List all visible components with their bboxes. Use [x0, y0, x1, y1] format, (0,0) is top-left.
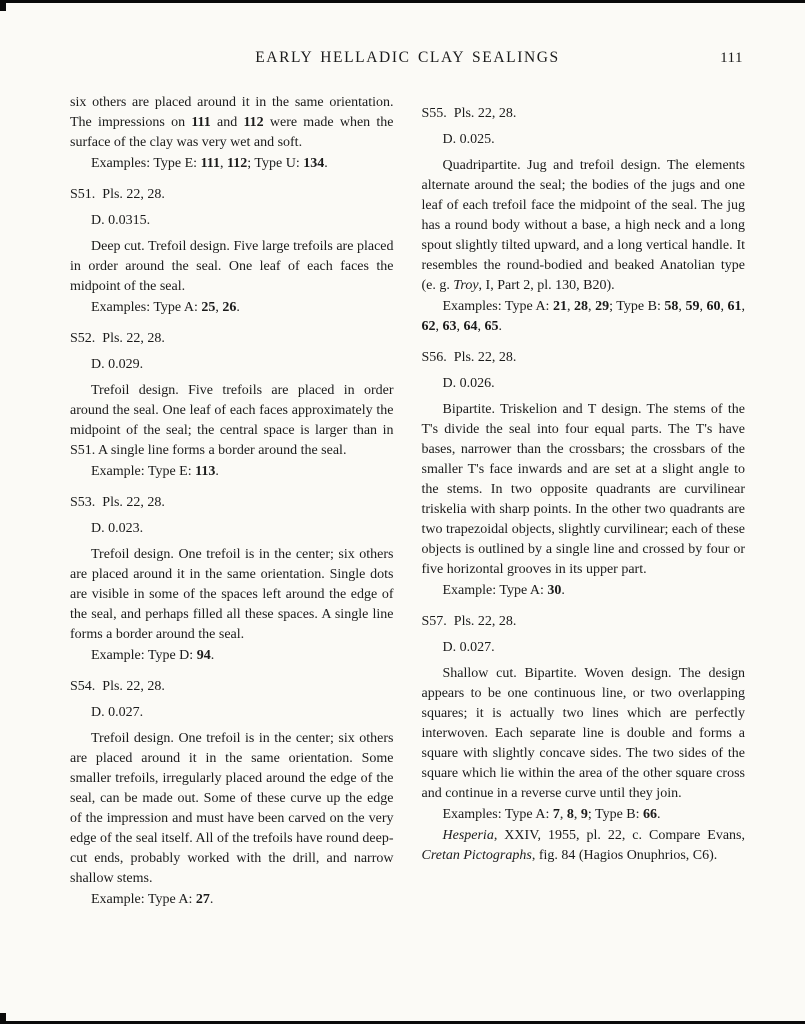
- entry-heading: S51. Pls. 22, 28.: [70, 187, 165, 202]
- entry-heading: S57. Pls. 22, 28.: [421, 614, 517, 629]
- text-columns: [0, 67, 805, 910]
- entry-body: Shallow cut. Bipartite. Woven design. The design appears to be one continuous line, or two overlapping squares; it is actually two lines which are perfectly interwoven. Each separate line is double and forms a square with slightly concave sides. The two sides of the square which lie within the area of the other square cross and continue in a reverse curve until they join.: [421, 666, 745, 801]
- page-number: 111: [720, 50, 743, 66]
- scan-mark-bottom-left: [0, 1013, 6, 1021]
- scan-mark-top-left: [0, 3, 6, 11]
- entry-body: Deep cut. Trefoil design. Five large trefoils are placed in order around the seal. One leaf of each faces the midpoint of the seal.: [70, 239, 394, 294]
- entry-examples: Example: Type E: 113.: [91, 464, 219, 479]
- entry-body: Trefoil design. Five trefoils are placed in order around the seal. One leaf of each faces approximately the midpoint of the seal; the central space is larger than in S51. A single line forms a border around the seal.: [70, 383, 394, 458]
- entry-dimension: D. 0.029.: [91, 357, 144, 372]
- entry-heading: S54. Pls. 22, 28.: [70, 679, 165, 694]
- entry-examples: Examples: Type E: 111, 112; Type U: 134.: [91, 156, 328, 171]
- entry-dimension: D. 0.023.: [91, 521, 144, 536]
- entry-body: Quadripartite. Jug and trefoil design. The elements alternate around the seal; the bodies of the jugs and one leaf of each trefoil face the midpoint of the seal. The jug has a round body without a base, a high neck and a long spout slightly tilted upward, and a long vertical handle. It resembles the round-bodied and beaked Anatolian type (e. g. Troy, I, Part 2, pl. 130, B20).: [421, 158, 745, 293]
- entry-body: Trefoil design. One trefoil is in the center; six others are placed around it in the same orientation. Single dots are visible in some of the spaces left around the edge of the seal, and perhaps filled all these spaces. A single line forms a border around the seal.: [70, 547, 394, 642]
- reference-note: Hesperia, XXIV, 1955, pl. 22, c. Compare Evans, Cretan Pictographs, fig. 84 (Hagios Onuphrios, C6).: [421, 828, 745, 863]
- entry-dimension: D. 0.0315.: [91, 213, 151, 228]
- left-column: [70, 93, 394, 910]
- entry-body: Bipartite. Triskelion and T design. The stems of the T's divide the seal into four equal parts. The T's have bases, narrower than the crossbars; the crossbars of the smaller T's face inwards and are set at a slight angle to the stems. In two opposite quadrants are curvilinear triskelia with sharp points. In the other two quadrants are two trapezoidal objects, slightly curvilinear; each of these objects is outlined by a single line and crossed by four or five horizontal grooves in its upper part.: [421, 402, 745, 577]
- entry-dimension: D. 0.025.: [442, 132, 495, 147]
- entry-examples: Example: Type D: 94.: [91, 648, 215, 663]
- entry-examples: Examples: Type A: 25, 26.: [91, 300, 240, 315]
- entry-examples: Example: Type A: 30.: [442, 583, 565, 598]
- entry-examples: Example: Type A: 27.: [91, 892, 214, 907]
- right-column: [422, 93, 746, 866]
- entry-dimension: D. 0.027.: [91, 705, 144, 720]
- entry-heading: S55. Pls. 22, 28.: [421, 106, 517, 121]
- entry-heading: S52. Pls. 22, 28.: [70, 331, 165, 346]
- entry-dimension: D. 0.026.: [442, 376, 495, 391]
- scan-edge-top: [0, 0, 805, 3]
- entry-dimension: D. 0.027.: [442, 640, 495, 655]
- entry-examples: Examples: Type A: 7, 8, 9; Type B: 66.: [442, 807, 661, 822]
- entry-body: six others are placed around it in the same orientation. The impressions on 111 and 112 were made when the surface of the clay was very wet and soft.: [70, 95, 394, 150]
- entry-body: Trefoil design. One trefoil is in the center; six others are placed around it in the same orientation. Some smaller trefoils, irregularly placed around the edge of the seal, can be made out. Some of these curve up the edge of the impression and must have been carved on the very edge of the seal itself. All of the trefoils have round deep-cut ends, probably worked with the drill, and narrow shallow stems.: [70, 731, 394, 886]
- page-header: [0, 49, 805, 67]
- entry-examples: Examples: Type A: 21, 28, 29; Type B: 58, 59, 60, 61, 62, 63, 64, 65.: [421, 299, 746, 334]
- entry-heading: S56. Pls. 22, 28.: [421, 350, 517, 365]
- entry-heading: S53. Pls. 22, 28.: [70, 495, 165, 510]
- running-title: EARLY HELLADIC CLAY SEALINGS: [255, 49, 560, 66]
